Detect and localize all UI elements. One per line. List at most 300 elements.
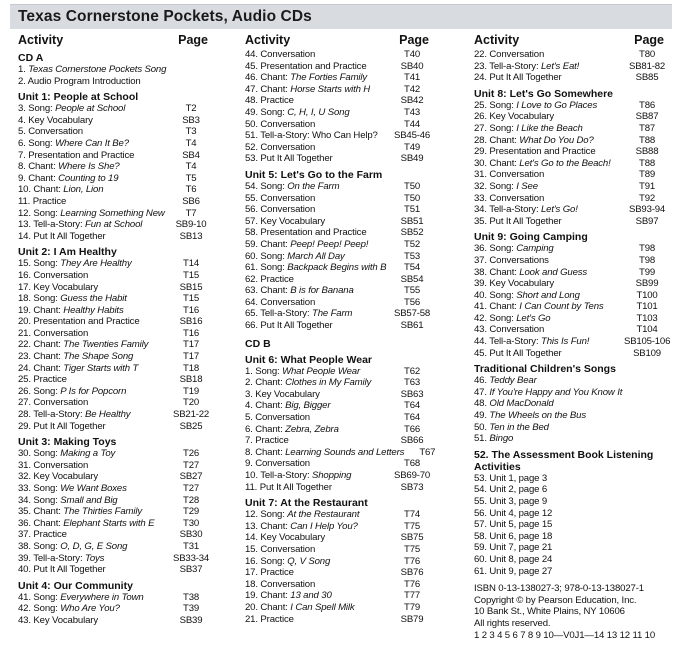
track-row (18, 460, 214, 472)
track-title-italic: C, H, I, U Song (287, 106, 350, 118)
track-row (18, 328, 214, 340)
track-label: 33. Song: (18, 483, 61, 494)
title-bar (10, 4, 672, 29)
track-label: 49. (474, 410, 490, 422)
track-row (18, 592, 214, 604)
track-title (18, 529, 67, 541)
track-label: 60. Song: (245, 250, 288, 262)
track-row (18, 448, 214, 460)
track-title (474, 49, 544, 61)
track-page: T89 (639, 169, 655, 181)
track-title (245, 556, 330, 568)
track-page: T88 (639, 134, 655, 146)
track-label: 23. Tell-a-Story: (474, 60, 541, 72)
track-label: 51. Tell-a-Story: Who Can Help? (245, 130, 378, 142)
track-row (18, 495, 214, 507)
track-label: 53. Unit 1, page 3 (474, 472, 548, 484)
track-title-italic: Guess the Habit (60, 293, 127, 305)
track-page: SB88 (635, 146, 659, 158)
track-row (474, 336, 670, 348)
track-title (474, 324, 544, 336)
track-title-italic: Let's Go (516, 312, 551, 324)
track-label: 62. Practice (245, 273, 294, 285)
track-title (18, 293, 127, 305)
track-page: T2 (185, 103, 197, 115)
track-label: 18. Conversation (245, 578, 316, 590)
track-title-italic: Bingo (489, 433, 514, 445)
track-label: 38. Song: (18, 540, 61, 552)
track-row (18, 103, 214, 115)
track-page: SB61 (400, 320, 424, 332)
track-title (245, 470, 351, 482)
track-title (245, 95, 294, 107)
track-row (18, 305, 214, 317)
track-label: 58. Unit 6, page 18 (474, 530, 553, 542)
track-row (245, 435, 435, 447)
track-label: 63. Chant: (245, 285, 291, 297)
track-title (245, 227, 367, 239)
track-title (245, 400, 330, 412)
track-label: 29. Presentation and Practice (474, 146, 596, 158)
track-label: 61. Unit 9, page 27 (474, 565, 553, 577)
track-label: 44. Tell-a-Story: (474, 336, 541, 348)
track-title (245, 509, 359, 521)
track-title-italic: I See (516, 180, 538, 192)
track-title-italic: Peep! Peep! Peep! (290, 238, 369, 250)
track-label: 42. Song: (18, 603, 61, 615)
track-label: 31. Conversation (18, 459, 89, 471)
track-row (18, 529, 214, 541)
track-title-italic: The Twenties Family (63, 339, 149, 351)
track-title-italic: Learning Sounds and Letters (285, 446, 405, 458)
track-row (245, 532, 435, 544)
track-page: T67 (419, 446, 436, 458)
track-label: 65. Tell-a-Story: (245, 308, 312, 320)
track-page: T38 (183, 591, 199, 603)
track-title-italic: B is for Banana (290, 285, 354, 297)
track-page: T104 (636, 324, 658, 336)
track-title (18, 409, 130, 421)
section-unit-1 (18, 91, 214, 242)
track-row (474, 566, 670, 578)
track-title (245, 614, 294, 626)
track-page: T76 (404, 578, 420, 590)
track-title (245, 424, 339, 436)
track-label: 66. Put It All Together (245, 320, 333, 332)
track-row (18, 126, 214, 138)
track-title (474, 508, 552, 520)
track-row (474, 398, 670, 410)
track-title (245, 579, 315, 591)
track-title (245, 389, 320, 401)
track-page: T87 (639, 122, 655, 134)
track-title (245, 590, 332, 602)
track-title-italic: 13 and 30 (290, 590, 332, 602)
track-row (474, 204, 670, 216)
track-title-italic: Let's Go! (540, 204, 578, 216)
rights-line: All rights reserved. (474, 617, 551, 629)
track-title (474, 158, 611, 170)
track-title-italic: Old MacDonald (489, 398, 554, 410)
track-page: T31 (183, 540, 199, 552)
track-label: 60. Unit 8, page 24 (474, 553, 553, 565)
track-page: SB63 (400, 388, 424, 400)
section-title: CD B (245, 337, 271, 350)
track-title (18, 592, 144, 604)
section-title: Unit 3: Making Toys (18, 436, 117, 449)
track-page: T16 (183, 327, 199, 339)
track-label: 30. Chant: (474, 157, 520, 169)
track-page: T50 (404, 180, 420, 192)
track-label: 25. Practice (18, 374, 67, 386)
section-unit-7 (245, 497, 435, 625)
track-title-italic: I Like the Beach (516, 122, 583, 134)
track-row (474, 484, 670, 496)
track-title (18, 615, 98, 627)
track-page: SB93-94 (629, 204, 665, 216)
track-label: 43. Key Vocabulary (18, 614, 98, 626)
track-row (18, 506, 214, 518)
section-cd-a (18, 52, 214, 87)
track-label: 40. Put It All Together (18, 564, 106, 576)
track-row (18, 615, 214, 627)
track-label: 34. Tell-a-Story: (474, 204, 541, 216)
track-page: SB33-34 (173, 552, 209, 564)
track-label: 17. Key Vocabulary (18, 281, 98, 293)
track-title (245, 447, 404, 459)
track-label: 29. Put It All Together (18, 420, 106, 432)
track-title (245, 216, 325, 228)
track-page: T66 (404, 423, 420, 435)
track-title-italic: Healthy Habits (63, 304, 124, 316)
track-label: 7. Practice (245, 435, 289, 447)
track-row (474, 193, 670, 205)
track-row (245, 544, 435, 556)
track-title (18, 553, 104, 565)
address-line: 10 Bank St., White Plains, NY 10606 (474, 606, 625, 618)
column-1 (18, 32, 214, 627)
track-title (474, 111, 554, 123)
track-page: T64 (404, 400, 420, 412)
section-title: Unit 9: Going Camping (474, 231, 588, 244)
track-title (18, 115, 93, 127)
track-label: 39. Key Vocabulary (474, 278, 554, 290)
track-row (18, 258, 214, 270)
track-title (474, 181, 538, 193)
track-title (474, 290, 580, 302)
track-label: 53. Put It All Together (245, 153, 333, 165)
track-title (18, 374, 67, 386)
track-label: 6. Song: (18, 137, 56, 149)
track-label: 45. Presentation and Practice (245, 60, 367, 72)
track-page: T15 (183, 293, 199, 305)
track-page: SB37 (179, 564, 203, 576)
track-title-italic: Counting to 19 (58, 172, 119, 184)
track-title-italic: Clothes in My Family (285, 377, 372, 389)
track-row (245, 49, 435, 61)
track-page: T29 (183, 506, 199, 518)
track-title-italic: The Shape Song (63, 351, 134, 363)
track-label: 8. Chant: (245, 446, 286, 458)
track-row (245, 130, 435, 142)
section-title: CD A (18, 52, 44, 64)
track-row (18, 115, 214, 127)
track-page: T76 (404, 555, 420, 567)
track-label: 37. Conversations (474, 254, 549, 266)
track-title (474, 216, 562, 228)
section-assessment (474, 449, 670, 577)
track-title (245, 181, 339, 193)
track-row (18, 161, 214, 173)
track-label: 10. Tell-a-Story: (245, 470, 312, 481)
track-title-italic: Short and Long (516, 289, 580, 301)
track-title (245, 532, 325, 544)
track-title (245, 84, 370, 96)
track-row (245, 95, 435, 107)
track-page: T43 (404, 106, 420, 118)
track-row (245, 579, 435, 591)
section-unit-2 (18, 246, 214, 432)
column-header (18, 32, 214, 48)
track-label: 56. Unit 4, page 12 (474, 507, 553, 519)
track-row (245, 567, 435, 579)
track-page: SB3 (182, 114, 200, 126)
track-label: 28. Tell-a-Story: (18, 409, 85, 421)
track-title (245, 72, 367, 84)
track-label: 48. (474, 398, 490, 410)
section-title: 52. The Assessment Book Listening Activities (474, 448, 654, 473)
track-page: T92 (639, 192, 655, 204)
track-row (474, 348, 670, 360)
track-title (18, 518, 154, 530)
track-title (245, 458, 310, 470)
track-label: 27. Conversation (18, 397, 89, 409)
track-row (245, 602, 435, 614)
track-title-italic: I Love to Go Places (516, 99, 598, 111)
track-label: 61. Song: (245, 262, 288, 274)
track-title (18, 64, 166, 76)
track-title-italic: March All Day (287, 250, 345, 262)
track-row (474, 290, 670, 302)
track-row (245, 458, 435, 470)
track-label: 46. Chant: (245, 72, 291, 84)
track-title-italic: The Forties Family (290, 72, 368, 84)
track-page: SB79 (400, 613, 424, 625)
track-title (245, 412, 310, 424)
track-title (18, 184, 103, 196)
track-title (18, 483, 127, 495)
track-page: T98 (639, 254, 655, 266)
column-header (245, 32, 435, 48)
page-header: Page (399, 33, 429, 47)
track-row (18, 603, 214, 615)
track-row (474, 519, 670, 531)
track-title-italic: What Do You Do? (519, 134, 594, 146)
track-title-italic: Zebra, Zebra (285, 423, 339, 435)
track-page: T15 (183, 269, 199, 281)
track-row (474, 554, 670, 566)
track-title-italic: Shopping (311, 470, 352, 481)
track-row (18, 270, 214, 282)
track-title (474, 278, 554, 290)
track-title (474, 100, 597, 112)
track-page: T68 (404, 458, 420, 470)
track-page: T4 (185, 161, 197, 173)
track-title (474, 169, 544, 181)
track-row (474, 255, 670, 267)
track-page: SB57-58 (394, 308, 430, 320)
track-label: 39. Tell-a-Story: (18, 552, 85, 564)
track-page: T7 (185, 207, 197, 219)
track-title (18, 460, 88, 472)
track-row (474, 531, 670, 543)
track-label: 47. (474, 386, 490, 398)
track-title (245, 61, 367, 73)
track-label: 2. Chant: (245, 377, 286, 389)
track-row (474, 508, 670, 520)
track-title (18, 161, 120, 173)
track-row (474, 100, 670, 112)
track-row (474, 433, 670, 445)
track-page: SB9-10 (175, 219, 207, 231)
track-title (474, 348, 562, 360)
track-title-italic: Fun at School (84, 219, 143, 231)
track-row (245, 72, 435, 84)
track-label: 1. (18, 64, 29, 75)
track-title (245, 308, 352, 320)
track-row (245, 320, 435, 332)
track-page: SB97 (635, 215, 659, 227)
track-title (245, 274, 294, 286)
track-row (18, 64, 214, 76)
track-title-italic: Camping (516, 243, 554, 255)
track-row (474, 72, 670, 84)
track-page: SB105-106 (624, 336, 671, 348)
track-title (474, 433, 513, 445)
track-page: T63 (404, 377, 420, 389)
section-unit-9 (474, 231, 670, 359)
track-page: T28 (183, 494, 199, 506)
track-title (474, 204, 578, 216)
track-label: 36. Chant: (18, 517, 64, 529)
track-title (245, 153, 333, 165)
section-title: Unit 8: Let's Go Somewhere (474, 87, 614, 100)
track-row (245, 239, 435, 251)
track-title (18, 506, 142, 518)
track-label: 55. Unit 3, page 9 (474, 496, 548, 507)
track-row (474, 158, 670, 170)
track-row (474, 278, 670, 290)
track-page: T103 (636, 312, 658, 324)
track-row (245, 590, 435, 602)
track-title (18, 363, 138, 375)
track-row (245, 216, 435, 228)
track-title (245, 297, 315, 309)
track-title (474, 484, 547, 496)
track-title (474, 531, 552, 543)
track-page: T19 (183, 385, 199, 397)
track-title-italic: What People Wear (282, 365, 361, 377)
track-row (245, 377, 435, 389)
track-page: T27 (183, 483, 199, 494)
track-row (18, 76, 214, 88)
copyright-line: Copyright © by Pearson Education, Inc. (474, 594, 637, 606)
track-row (18, 564, 214, 576)
track-title (18, 471, 98, 483)
track-row (474, 146, 670, 158)
track-page: T5 (185, 172, 197, 184)
track-title-italic: The Wheels on the Bus (489, 410, 586, 422)
track-label: 16. Song: (245, 555, 288, 567)
track-row (18, 173, 214, 185)
track-title (474, 255, 549, 267)
track-page: SB54 (400, 273, 424, 285)
track-row (18, 471, 214, 483)
track-label: 11. Put It All Together (245, 481, 332, 493)
track-page: T54 (404, 262, 420, 274)
track-row (245, 400, 435, 412)
track-title-italic: The Thirties Family (63, 506, 143, 518)
track-label: 54. Unit 2, page 6 (474, 484, 548, 496)
track-label: 22. Conversation (474, 49, 545, 60)
activity-header: Activity (474, 33, 520, 47)
track-title-italic: Ten in the Bed (489, 421, 549, 433)
section-unit-4-continued (245, 49, 435, 165)
track-page: T101 (636, 301, 658, 313)
track-title-italic: Making a Toy (60, 448, 116, 460)
track-page: SB42 (400, 95, 424, 107)
track-label: 64. Conversation (245, 296, 316, 308)
track-title-italic: Q, V Song (287, 555, 331, 567)
track-title (18, 351, 133, 363)
track-row (474, 123, 670, 135)
activity-header: Activity (245, 33, 291, 47)
track-label: 50. Conversation (245, 118, 316, 130)
track-title-italic: Everywhere in Town (60, 591, 144, 603)
track-page: SB25 (179, 420, 203, 432)
track-label: 6. Chant: (245, 423, 286, 435)
track-label: 10. Chant: (18, 184, 64, 196)
track-row (474, 387, 670, 399)
track-title (474, 301, 604, 313)
track-page: T99 (639, 266, 655, 278)
track-label: 32. Key Vocabulary (18, 471, 98, 483)
track-page: SB85 (635, 72, 659, 84)
track-row (245, 482, 435, 494)
activity-header: Activity (18, 33, 64, 47)
track-row (245, 107, 435, 119)
track-title-italic: Horse Starts with H (290, 83, 371, 95)
track-label: 4. Key Vocabulary (18, 114, 93, 126)
section-title: Unit 6: What People Wear (245, 353, 372, 366)
track-page: SB15 (179, 281, 203, 293)
isbn-line: ISBN 0-13-138027-3; 978-0-13-138027-1 (474, 583, 644, 595)
track-title (18, 76, 141, 88)
track-title-italic: I Can Count by Tens (519, 301, 604, 313)
track-label: 23. Chant: (18, 351, 64, 363)
track-title (245, 262, 386, 274)
track-page: SB81-82 (629, 60, 665, 72)
track-label: 9. Chant: (18, 172, 59, 184)
track-title-italic: Who Are You? (60, 603, 120, 615)
track-title-italic: On the Farm (287, 180, 340, 192)
track-label: 57. Key Vocabulary (245, 215, 325, 227)
track-page: T50 (404, 192, 420, 204)
track-title (18, 339, 148, 351)
track-title (18, 231, 106, 243)
track-label: 31. Conversation (474, 169, 545, 181)
track-label: 21. Conversation (18, 327, 89, 339)
